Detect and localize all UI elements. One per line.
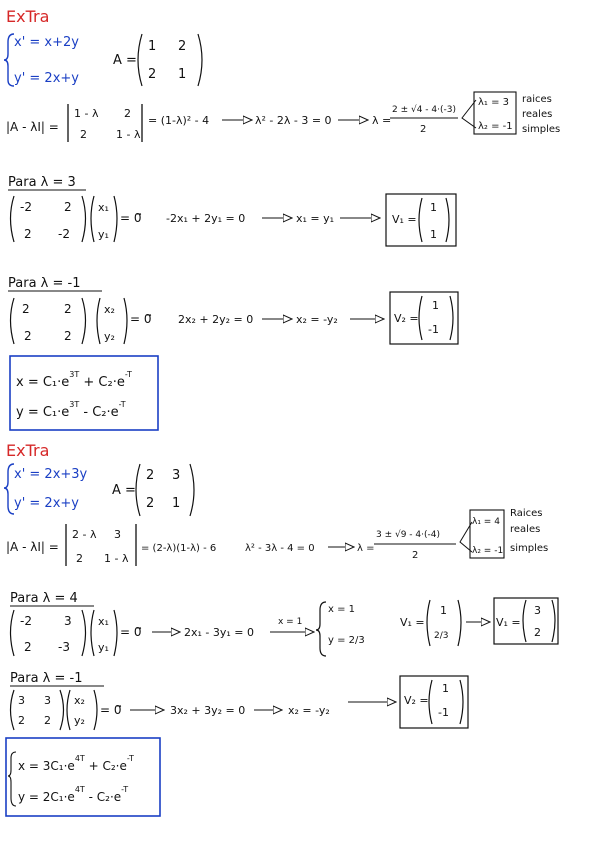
eigenvector-cell: -1 xyxy=(428,323,439,336)
root-1: λ₁ = 4 xyxy=(472,517,500,527)
paren-right xyxy=(190,464,194,516)
left-brace xyxy=(4,34,14,86)
roots-note-line: raices xyxy=(522,94,552,105)
eigenvector-cell: 1 xyxy=(442,682,449,695)
paren-left xyxy=(419,198,422,242)
paren-right xyxy=(450,296,453,340)
paren-right xyxy=(94,690,97,730)
matrix-cell: 3 xyxy=(64,614,72,628)
paren-left xyxy=(11,610,15,656)
system-of-equations xyxy=(4,464,88,514)
roots-note-line: reales xyxy=(510,524,541,535)
system-eq-2: y' = 2x+y xyxy=(14,71,79,86)
section-heading: ExTra xyxy=(6,441,50,460)
paren-right xyxy=(446,198,449,242)
matrix-cell: 2 xyxy=(18,714,25,727)
paren-left xyxy=(91,196,94,242)
determinant-label: |A - λI| = xyxy=(6,120,59,134)
brace-line: y = 2/3 xyxy=(328,635,365,646)
paren-left xyxy=(11,196,15,242)
matrix-cell: 3 xyxy=(18,694,25,707)
brace-line: x = 1 xyxy=(328,604,356,615)
case-lambda-2 xyxy=(8,276,458,344)
det-cell: 1 - λ xyxy=(74,107,99,120)
det-expansion: = (1-λ)² - 4 xyxy=(148,114,210,127)
eigenvector-label: V₂ = xyxy=(394,312,419,325)
characteristic-row xyxy=(6,508,548,566)
eigenvector-label: V₁ = xyxy=(496,616,521,629)
quadratic-numerator: 2 ± √4 - 4·(-3) xyxy=(392,105,457,115)
matrix-cell: 1 xyxy=(178,67,187,82)
root-2: λ₂ = -1 xyxy=(478,121,513,132)
matrix-cell: 2 xyxy=(146,496,155,511)
matrix-cell: 2 xyxy=(178,39,187,54)
solution-y: $y = C_1\cdot e^{3T} - C_2\cdot e^{-T}$ xyxy=(16,400,126,420)
paren-left xyxy=(91,610,94,656)
roots-note-line: simples xyxy=(510,543,549,554)
solution-box xyxy=(6,738,160,816)
matrix-cell: 2 xyxy=(64,302,72,316)
matrix-cell: 1 xyxy=(172,496,181,511)
paren-left xyxy=(67,690,70,730)
zero-vector: = 0⃗ xyxy=(120,625,142,639)
eigenvector-pre-label: V₁ = xyxy=(400,616,425,629)
eigenvector-cell: -1 xyxy=(438,706,449,719)
paren-left xyxy=(523,600,526,642)
vector-cell: x₁ xyxy=(98,615,109,628)
matrix-cell: -3 xyxy=(58,640,70,654)
eigenvector-cell: 1 xyxy=(432,299,439,312)
left-brace xyxy=(316,602,326,656)
system-eq-2: y' = 2x+y xyxy=(14,496,79,511)
case-title: Para λ = 4 xyxy=(10,591,78,606)
matrix-a xyxy=(112,464,194,516)
case-title: Para λ = -1 xyxy=(10,671,83,686)
roots-note-line: Raices xyxy=(510,508,543,519)
det-cell: 1 - λ xyxy=(104,552,129,565)
section-heading: ExTra xyxy=(6,7,50,26)
matrix-cell: 3 xyxy=(44,694,51,707)
quadratic-prefix: λ = xyxy=(372,114,392,127)
paren-left xyxy=(11,690,15,730)
det-cell: 3 xyxy=(114,528,121,541)
roots-note-line: simples xyxy=(522,124,561,135)
case-title: Para λ = -1 xyxy=(8,276,81,291)
matrix-label: A = xyxy=(112,483,136,498)
paren-right xyxy=(124,298,127,344)
matrix-label: A = xyxy=(113,53,137,68)
characteristic-polynomial: λ² - 3λ - 4 = 0 xyxy=(245,543,315,554)
paren-right xyxy=(82,610,86,656)
vector-cell: y₂ xyxy=(74,714,85,727)
matrix-a xyxy=(113,34,202,86)
eigenvector-label: V₁ = xyxy=(392,213,417,226)
det-cell: 2 xyxy=(124,107,131,120)
eigenvector-cell: 1 xyxy=(440,604,447,617)
case-equation: 2x₁ - 3y₁ = 0 xyxy=(184,626,255,639)
section-2 xyxy=(4,441,558,816)
solution-x: $x = C_1\cdot e^{3T} + C_2\cdot e^{-T}$ xyxy=(16,370,132,390)
eigenvector-cell: 1 xyxy=(430,201,437,214)
case-relation: x₂ = -y₂ xyxy=(288,704,330,717)
matrix-cell: 2 xyxy=(146,468,155,483)
paren-left xyxy=(429,680,432,724)
vector-cell: y₁ xyxy=(98,641,109,654)
paren-left xyxy=(11,298,15,344)
arrow-label: x = 1 xyxy=(278,617,303,627)
quadratic-denominator: 2 xyxy=(420,124,427,135)
matrix-cell: 2 xyxy=(148,67,157,82)
paren-right xyxy=(114,610,117,656)
eigenvector-cell: 1 xyxy=(430,228,437,241)
eigenvector-cell: 2 xyxy=(534,626,541,639)
quadratic-denominator: 2 xyxy=(412,550,419,561)
characteristic-row xyxy=(6,92,560,142)
vector-cell: y₂ xyxy=(104,330,115,343)
matrix-cell: 2 xyxy=(24,640,32,654)
paren-right xyxy=(460,680,463,724)
det-cell: 2 xyxy=(80,128,87,141)
eigenvector-label: V₂ = xyxy=(404,694,429,707)
vector-cell: x₂ xyxy=(104,303,115,316)
vector-cell: y₁ xyxy=(98,228,109,241)
paren-right xyxy=(458,600,461,646)
paren-left xyxy=(97,298,100,344)
paren-right xyxy=(114,196,117,242)
det-cell: 1 - λ xyxy=(116,128,141,141)
paren-right xyxy=(198,34,202,86)
eigenvector-cell: 3 xyxy=(534,604,541,617)
zero-vector: = 0⃗ xyxy=(120,211,142,225)
case-lambda-2 xyxy=(10,671,468,730)
paren-right xyxy=(60,690,64,730)
system-of-equations xyxy=(4,34,79,86)
case-lambda-1 xyxy=(10,591,558,656)
section-1 xyxy=(4,7,560,430)
paren-right xyxy=(82,196,86,242)
case-title: Para λ = 3 xyxy=(8,175,76,190)
case-relation: x₁ = y₁ xyxy=(296,212,335,225)
paren-left xyxy=(419,296,422,340)
matrix-cell: -2 xyxy=(58,227,70,241)
matrix-cell: 2 xyxy=(64,329,72,343)
paren-right xyxy=(82,298,86,344)
det-expansion: = (2-λ)(1-λ) - 6 xyxy=(141,543,217,554)
determinant-label: |A - λI| = xyxy=(6,540,59,554)
characteristic-polynomial: λ² - 2λ - 3 = 0 xyxy=(255,114,332,127)
vector-cell: x₂ xyxy=(74,694,85,707)
case-relation: x₂ = -y₂ xyxy=(296,313,338,326)
system-eq-1: x' = 2x+3y xyxy=(14,467,88,482)
matrix-cell: -2 xyxy=(20,200,32,214)
vector-cell: x₁ xyxy=(98,201,109,214)
quadratic-numerator: 3 ± √9 - 4·(-4) xyxy=(376,530,441,540)
general-solution xyxy=(6,738,160,816)
paren-right xyxy=(552,600,555,642)
roots-note-line: reales xyxy=(522,109,553,120)
zero-vector: = 0⃗ xyxy=(100,703,122,717)
system-eq-1: x' = x+2y xyxy=(14,35,79,50)
zero-vector: = 0⃗ xyxy=(130,312,152,326)
general-solution xyxy=(10,356,158,430)
matrix-cell: 2 xyxy=(24,227,32,241)
left-brace xyxy=(4,464,14,514)
case-lambda-1 xyxy=(8,175,456,246)
paren-left xyxy=(427,600,430,646)
paren-left xyxy=(136,464,140,516)
case-equation: 2x₂ + 2y₂ = 0 xyxy=(178,313,254,326)
paren-left xyxy=(138,34,142,86)
solution-y: $y = 2C_1\cdot e^{4T} - C_2\cdot e^{-T}$ xyxy=(18,785,129,804)
matrix-cell: 3 xyxy=(172,468,181,483)
det-cell: 2 - λ xyxy=(72,528,97,541)
matrix-cell: -2 xyxy=(20,614,32,628)
case-equation: 3x₂ + 3y₂ = 0 xyxy=(170,704,246,717)
left-brace xyxy=(8,752,16,806)
matrix-cell: 2 xyxy=(44,714,51,727)
quadratic-prefix: λ = xyxy=(357,543,375,554)
root-1: λ₁ = 3 xyxy=(478,97,510,108)
matrix-cell: 2 xyxy=(64,200,72,214)
matrix-cell: 2 xyxy=(22,302,30,316)
solution-x: $x = 3C_1\cdot e^{4T} + C_2\cdot e^{-T}$ xyxy=(18,754,134,773)
matrix-cell: 2 xyxy=(24,329,32,343)
matrix-cell: 1 xyxy=(148,39,157,54)
case-equation: -2x₁ + 2y₁ = 0 xyxy=(166,212,246,225)
root-2: λ₂ = -1 xyxy=(472,546,504,556)
eigenvector-cell: 2/3 xyxy=(434,631,449,641)
det-cell: 2 xyxy=(76,552,83,565)
